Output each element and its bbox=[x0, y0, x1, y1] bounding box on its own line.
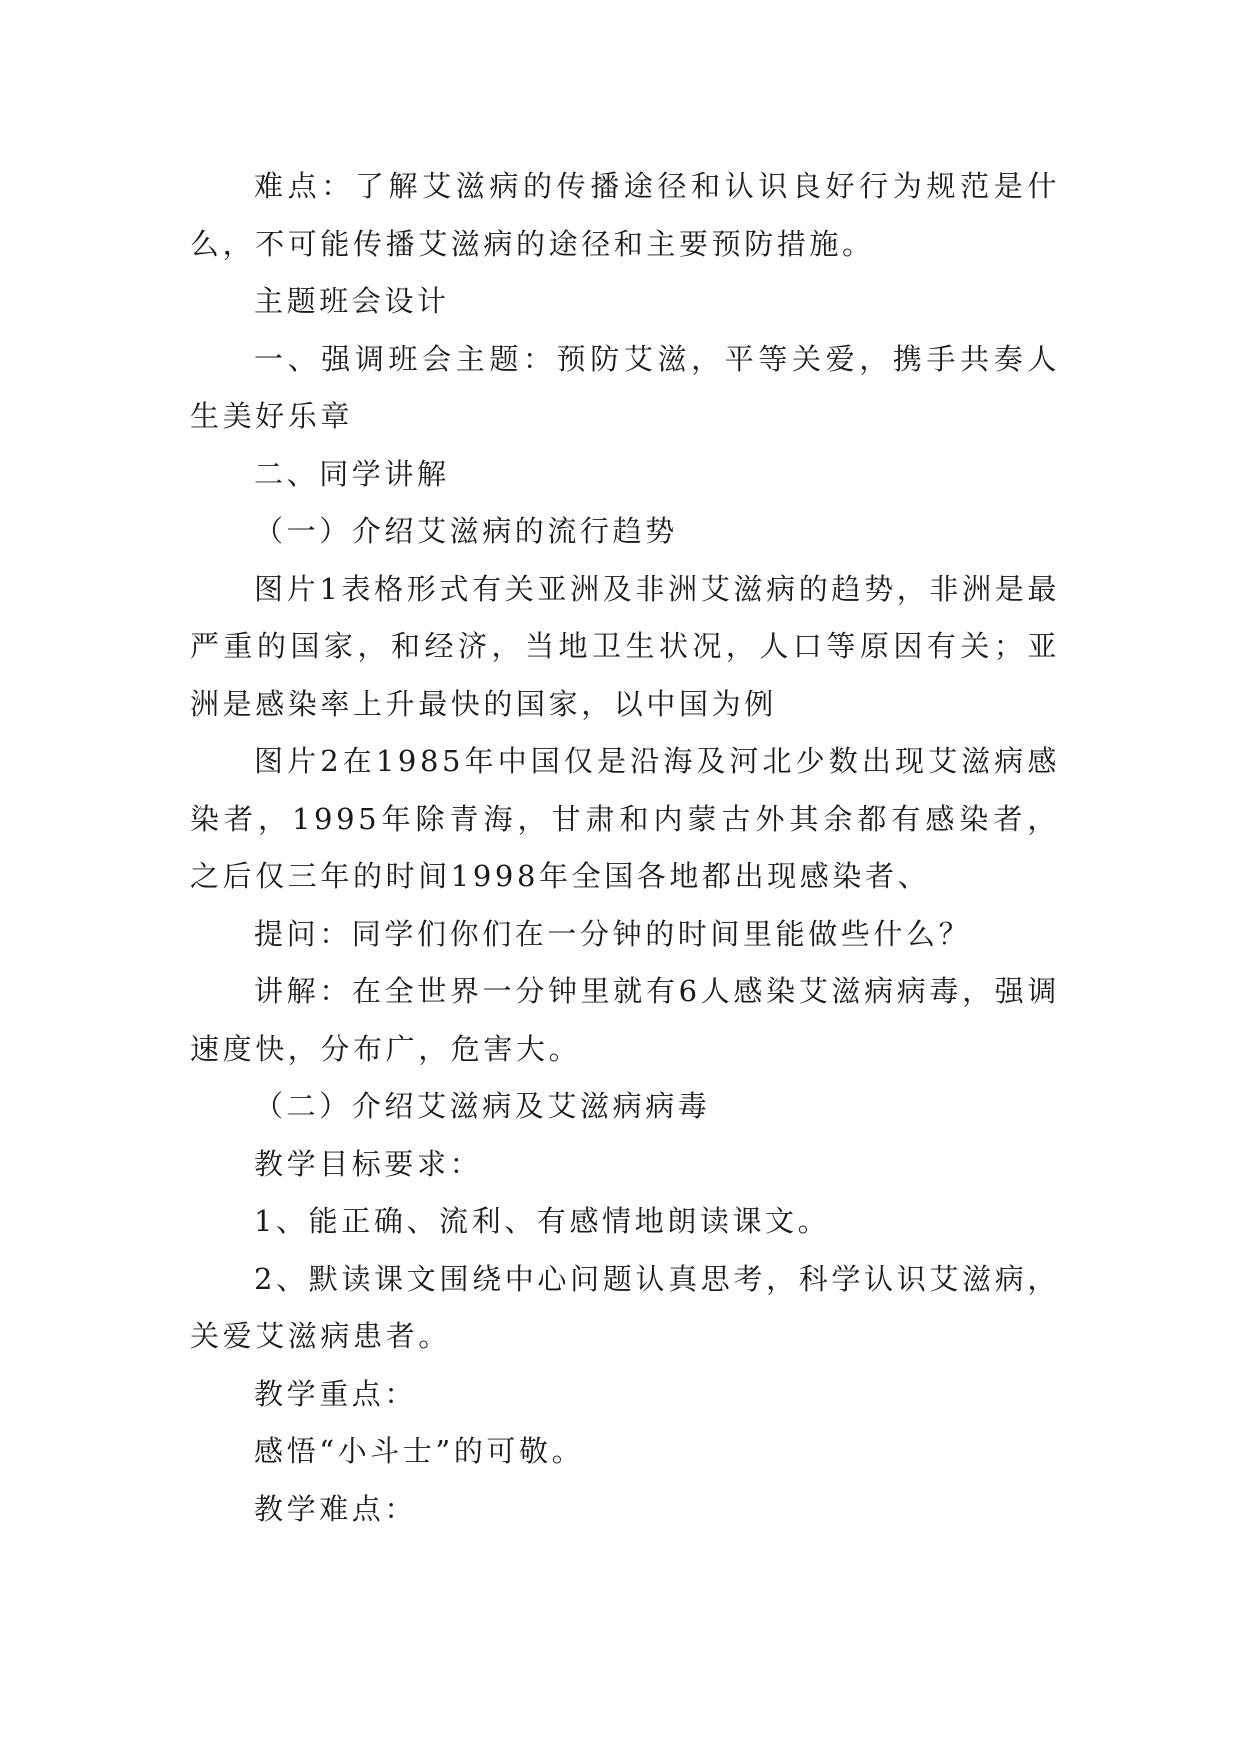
paragraph-key-points-heading: 教学重点： bbox=[254, 1376, 418, 1411]
paragraph-section-two-heading: 二、同学讲解 bbox=[254, 456, 450, 491]
paragraph-goal-two: 2、默读课文围绕中心问题认真思考，科学认识艾滋病，关爱艾滋病患者。 bbox=[190, 1261, 1060, 1353]
paragraph-teaching-goals-heading: 教学目标要求： bbox=[254, 1146, 483, 1181]
paragraph-key-point: 感悟“小斗士”的可敬。 bbox=[254, 1434, 585, 1468]
paragraph-subsection-two-heading: （二）介绍艾滋病及艾滋病病毒 bbox=[254, 1089, 711, 1123]
paragraph-goal-one: 1、能正确、流利、有感情地朗读课文。 bbox=[254, 1204, 831, 1238]
paragraph-picture-one: 图片1表格形式有关亚洲及非洲艾滋病的趋势，非洲是最严重的国家，和经济，当地卫生状况，人口等原因有关；亚洲是感染率上升最快的国家，以中国为例 bbox=[190, 571, 1060, 721]
paragraph-section-one-theme: 一、强调班会主题：预防艾滋，平等关爱，携手共奏人生美好乐章 bbox=[190, 341, 1060, 433]
paragraph-difficulty: 难点：了解艾滋病的传播途径和认识良好行为规范是什么，不可能传播艾滋病的途径和主要预防措施。 bbox=[190, 169, 1060, 261]
paragraph-difficulties-heading: 教学难点： bbox=[254, 1491, 418, 1526]
paragraph-question: 提问：同学们你们在一分钟的时间里能做些什么？ bbox=[254, 916, 972, 951]
paragraph-explanation: 讲解：在全世界一分钟里就有6人感染艾滋病病毒，强调速度快，分布广，危害大。 bbox=[190, 974, 1060, 1066]
paragraph-picture-two: 图片2在1985年中国仅是沿海及河北少数出现艾滋病感染者，1995年除青海，甘肃和内蒙古外其余都有感染者，之后仅三年的时间1998年全国各地都出现感染者、 bbox=[190, 744, 1060, 893]
document-body bbox=[190, 158, 1060, 1538]
paragraph-class-meeting-design: 主题班会设计 bbox=[254, 284, 450, 318]
paragraph-subsection-one-heading: （一）介绍艾滋病的流行趋势 bbox=[254, 514, 678, 548]
